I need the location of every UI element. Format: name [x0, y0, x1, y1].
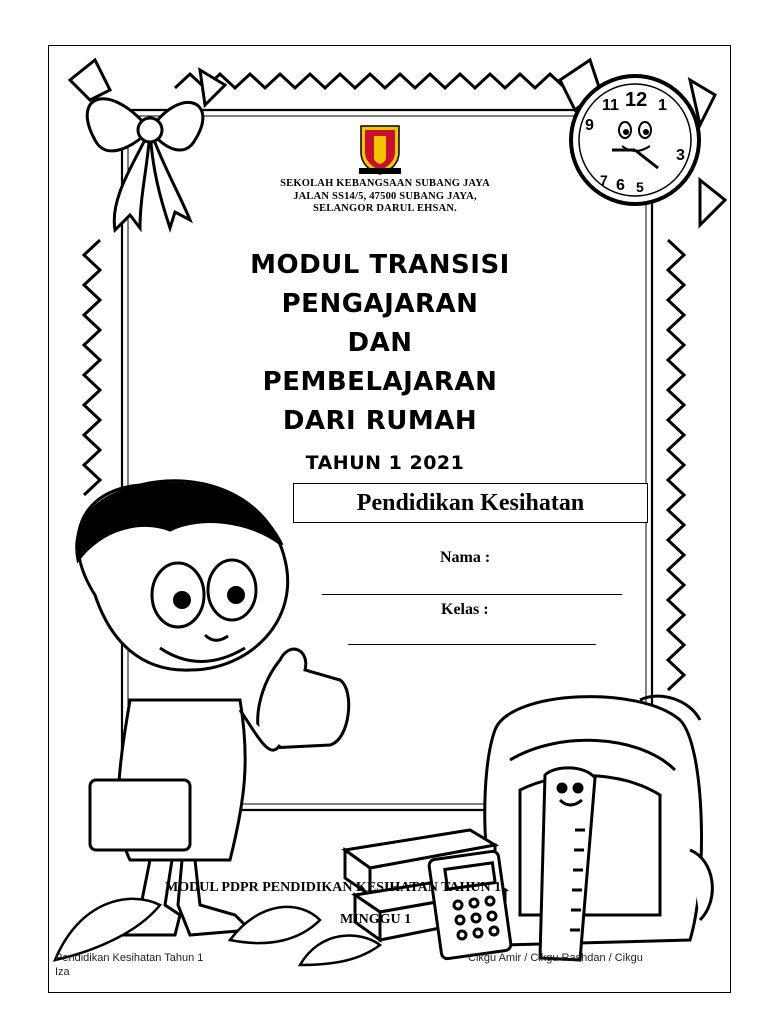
- clock-numeral: 6: [616, 177, 625, 194]
- name-field-line[interactable]: [322, 594, 622, 595]
- clock-numeral: 5: [636, 179, 644, 195]
- school-name: SEKOLAH KEBANGSAAN SUBANG JAYA: [280, 178, 490, 189]
- clock-numeral: 11: [602, 97, 619, 114]
- module-title: MODUL PDPR PENDIDIKAN KESIHATAN TAHUN 1: [165, 880, 502, 895]
- clock-icon: [560, 60, 725, 225]
- clock-numeral: 7: [600, 172, 608, 188]
- name-label: Nama :: [440, 549, 491, 566]
- clock-numeral: 3: [676, 147, 685, 164]
- school-street: JALAN SS14/5, 47500 SUBANG JAYA,: [293, 190, 477, 202]
- title-line: DARI RUMAH: [282, 406, 478, 436]
- page-title: [190, 246, 570, 441]
- footer-wrap: Iza: [55, 966, 70, 978]
- class-label: Kelas :: [441, 601, 489, 618]
- school-state: SELANGOR DARUL EHSAN.: [313, 203, 457, 214]
- calculator-icon: [428, 851, 511, 960]
- year-label: TAHUN 1 2021: [305, 452, 465, 474]
- title-line: PEMBELAJARAN: [262, 367, 498, 397]
- clock-numeral: 1: [658, 97, 667, 114]
- boy-illustration: [77, 481, 349, 935]
- backpack-icon: [485, 696, 713, 945]
- title-line: MODUL TRANSISI: [250, 250, 510, 280]
- title-line: PENGAJARAN: [281, 289, 479, 319]
- school-address: [200, 178, 570, 216]
- clock-numeral: 9: [585, 117, 594, 134]
- week-label: MINGGU 1: [340, 912, 412, 927]
- subject-box: [293, 483, 648, 523]
- footer-right: Cikgu Amir / Cikgu Rashdan / Cikgu: [468, 952, 643, 964]
- title-line: DAN: [347, 328, 413, 358]
- footer-left: Pendidikan Kesihatan Tahun 1: [55, 952, 204, 964]
- subject-label: Pendidikan Kesihatan: [356, 489, 585, 516]
- class-field-line[interactable]: [348, 644, 596, 645]
- school-crest-icon: [357, 122, 403, 176]
- clock-numeral: 12: [625, 89, 648, 111]
